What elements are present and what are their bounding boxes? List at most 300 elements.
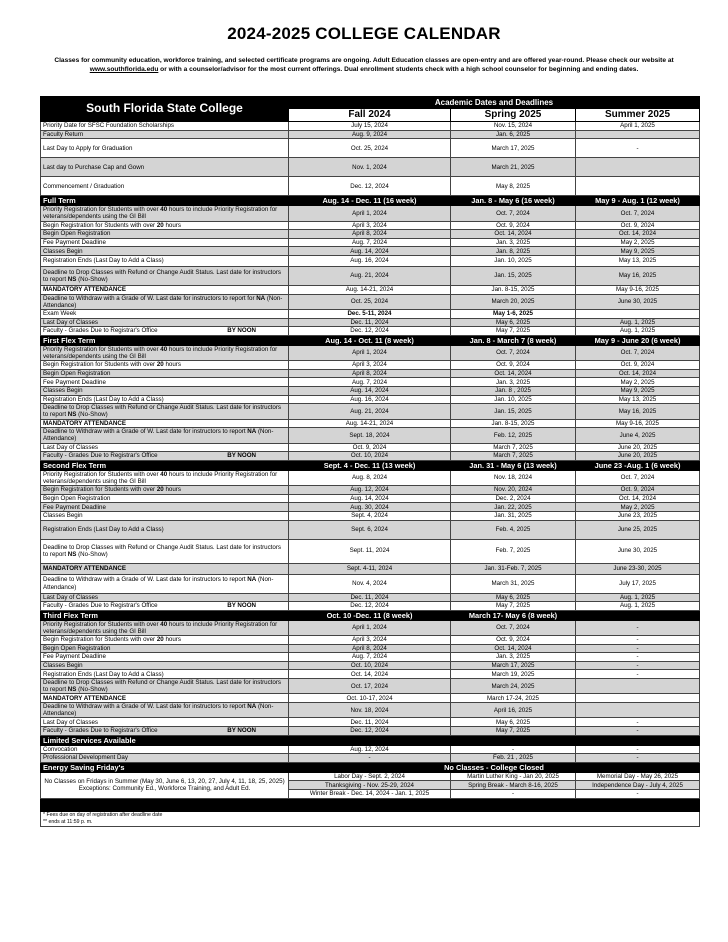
table-row xyxy=(41,255,700,266)
cell-summer xyxy=(576,679,700,694)
table-row xyxy=(41,395,700,404)
cell-summer: Aug. 1, 2025 xyxy=(576,593,700,602)
row-label-text: Begin Open Registration xyxy=(43,369,111,377)
first-flex-term-title: First Flex Term xyxy=(41,335,289,345)
cell-fall: Aug. 21, 2024 xyxy=(289,266,451,285)
table-row xyxy=(41,470,700,485)
cell-summer: Oct. 9, 2024 xyxy=(576,221,700,230)
table-row xyxy=(41,486,700,495)
row-label xyxy=(41,679,289,694)
row-label-text: Deadline to Drop Classes with Refund or Change Audit Status. Last date for instructors to report NS (No-Show) xyxy=(43,268,282,283)
limited-services-header xyxy=(41,735,700,745)
cell-spring: May 8, 2025 xyxy=(451,177,576,196)
full-term-spring-dates: Jan. 8 - May 6 (16 week) xyxy=(451,196,576,206)
row-label-text: Deadline to Drop Classes with Refund or Change Audit Status. Last date for instructors to report NS (No-Show) xyxy=(43,404,282,419)
cell-spring: Oct. 9, 2024 xyxy=(451,636,576,645)
cell-fall: Oct. 25, 2024 xyxy=(289,139,451,158)
table-row xyxy=(41,139,700,158)
cell-fall: April 3, 2024 xyxy=(289,636,451,645)
cell-spring: Jan. 6, 2025 xyxy=(451,130,576,139)
table-row xyxy=(41,221,700,230)
first-flex-term-summer-dates: May 9 - June 20 (6 week) xyxy=(576,335,700,345)
semester-fall: Fall 2024 xyxy=(289,109,451,122)
intro-part1: Classes for community education, workforce training, and selected certificate programs are ongoing. Adult Education classes are open-entry and are offered year-round. Please check our website at xyxy=(54,57,674,64)
row-label-text: Faculty - Grades Due to Registrar's Office xyxy=(43,727,158,735)
cell-summer: May 9, 2025 xyxy=(576,386,700,395)
holiday-summer: Independence Day - July 4, 2025 xyxy=(576,781,700,790)
row-label xyxy=(41,177,289,196)
cell-fall: Oct. 10, 2024 xyxy=(289,661,451,670)
cell-fall: April 8, 2024 xyxy=(289,230,451,239)
cell-summer: June 20, 2025 xyxy=(576,452,700,461)
table-row xyxy=(41,378,700,387)
cell-spring: Feb. 4, 2025 xyxy=(451,520,576,539)
cell-summer: May 16, 2025 xyxy=(576,266,700,285)
cell-fall: April 8, 2024 xyxy=(289,644,451,653)
table-row xyxy=(41,620,700,635)
holiday-fall: Thanksgiving - Nov. 25-29, 2024 xyxy=(289,781,451,790)
row-label xyxy=(41,602,289,611)
cell-summer: Oct. 14, 2024 xyxy=(576,369,700,378)
row-label xyxy=(41,452,289,461)
holiday-row xyxy=(41,772,700,781)
table-row xyxy=(41,130,700,139)
cell-spring: May 7, 2025 xyxy=(451,602,576,611)
cell-summer: Oct. 7, 2024 xyxy=(576,206,700,221)
cell-summer xyxy=(576,130,700,139)
row-label xyxy=(41,395,289,404)
cell-fall: April 3, 2024 xyxy=(289,361,451,370)
row-label-text: Fee Payment Deadline xyxy=(43,238,106,246)
cell-summer: - xyxy=(576,653,700,662)
table-row xyxy=(41,443,700,452)
table-row xyxy=(41,345,700,360)
cell-spring: Oct. 14, 2024 xyxy=(451,644,576,653)
table-row xyxy=(41,206,700,221)
table-row xyxy=(41,386,700,395)
footer-bar xyxy=(41,798,700,811)
cell-summer: June 23, 2025 xyxy=(576,511,700,520)
cell-spring: Oct. 9, 2024 xyxy=(451,221,576,230)
row-label xyxy=(41,158,289,177)
row-label xyxy=(41,520,289,539)
table-row xyxy=(41,503,700,512)
table-row xyxy=(41,285,700,294)
third-flex-term-fall-dates: Oct. 10 -Dec. 11 (8 week) xyxy=(289,610,451,620)
cell-fall: Dec. 11, 2024 xyxy=(289,593,451,602)
row-label xyxy=(41,309,289,318)
row-label xyxy=(41,503,289,512)
cell-spring: Oct. 14, 2024 xyxy=(451,230,576,239)
table-row xyxy=(41,419,700,428)
third-flex-term-title: Third Flex Term xyxy=(41,610,289,620)
row-label-text: Classes Begin xyxy=(43,662,83,670)
table-row xyxy=(41,727,700,736)
cell-spring: April 16, 2025 xyxy=(451,703,576,718)
cell-spring: March 24, 2025 xyxy=(451,679,576,694)
cell-spring: Feb. 21 , 2025 xyxy=(451,754,576,763)
holiday-summer: - xyxy=(576,790,700,799)
table-row xyxy=(41,745,700,754)
full-term-title: Full Term xyxy=(41,196,289,206)
row-label-text: Begin Open Registration xyxy=(43,644,111,652)
row-label xyxy=(41,703,289,718)
row-label-text: Fee Payment Deadline xyxy=(43,503,106,511)
cell-fall: Oct. 10-17, 2024 xyxy=(289,694,451,703)
full-term-fall-dates: Aug. 14 - Dec. 11 (16 week) xyxy=(289,196,451,206)
row-label-text: Convocation xyxy=(43,745,78,753)
cell-fall: Aug. 30, 2024 xyxy=(289,503,451,512)
row-label xyxy=(41,221,289,230)
cell-spring: Dec. 2, 2024 xyxy=(451,494,576,503)
row-label-text: Priority Registration for Students with over 40 hours to include Priority Registration for veterans/dependents using the GI Bill xyxy=(43,345,278,360)
energy-saving-title: Energy Saving Friday's xyxy=(41,762,289,772)
row-label xyxy=(41,443,289,452)
cell-summer: June 30, 2025 xyxy=(576,294,700,309)
cell-summer: May 9, 2025 xyxy=(576,247,700,256)
cell-summer: Aug. 1, 2025 xyxy=(576,602,700,611)
row-label xyxy=(41,636,289,645)
row-label xyxy=(41,653,289,662)
row-label-text: Faculty - Grades Due to Registrar's Office xyxy=(43,327,158,335)
cell-spring: Jan. 8 , 2025 xyxy=(451,386,576,395)
second-flex-term-spring-dates: Jan. 31 - May 6 (13 week) xyxy=(451,460,576,470)
cell-summer: June 25, 2025 xyxy=(576,520,700,539)
cell-summer: June 23-30, 2025 xyxy=(576,563,700,574)
table-row xyxy=(41,294,700,309)
second-flex-term-header xyxy=(41,460,700,470)
row-label xyxy=(41,428,289,443)
row-label xyxy=(41,644,289,653)
row-label-text: Deadline to Withdraw with a Grade of W. Last date for instructors to report NA (Non-Attendance) xyxy=(43,428,274,443)
holiday-fall: Winter Break - Dec. 14, 2024 - Jan. 1, 2025 xyxy=(289,790,451,799)
cell-spring: March 17, 2025 xyxy=(451,661,576,670)
row-label xyxy=(41,361,289,370)
second-flex-term-title: Second Flex Term xyxy=(41,460,289,470)
cell-fall: Sept. 4, 2024 xyxy=(289,511,451,520)
cell-fall: Aug. 9, 2024 xyxy=(289,130,451,139)
row-label xyxy=(41,486,289,495)
cell-fall: Oct. 17, 2024 xyxy=(289,679,451,694)
row-label xyxy=(41,206,289,221)
row-label-text: Last Day to Apply for Graduation xyxy=(43,144,133,152)
table-row xyxy=(41,653,700,662)
row-label xyxy=(41,511,289,520)
table-row xyxy=(41,361,700,370)
table-row xyxy=(41,574,700,593)
cell-spring: March 7, 2025 xyxy=(451,452,576,461)
holiday-spring: Martin Luther King - Jan 20, 2025 xyxy=(451,772,576,781)
table-row xyxy=(41,404,700,419)
row-label xyxy=(41,494,289,503)
table-row xyxy=(41,327,700,336)
cell-spring: Jan. 31, 2025 xyxy=(451,511,576,520)
cell-spring: Nov. 15, 2024 xyxy=(451,122,576,131)
row-label-text: Begin Open Registration xyxy=(43,494,111,502)
by-noon-note: BY NOON xyxy=(227,327,256,335)
cell-fall: Nov. 18, 2024 xyxy=(289,703,451,718)
intro-text xyxy=(46,56,682,74)
row-label-text: Priority Registration for Students with over 40 hours to include Priority Registration for veterans/dependents using the GI Bill xyxy=(43,206,278,221)
table-row xyxy=(41,238,700,247)
cell-summer: Oct. 14, 2024 xyxy=(576,230,700,239)
footnote: * Fees due on day of registration after deadline date xyxy=(41,811,700,819)
row-label xyxy=(41,122,289,131)
cell-spring: Nov. 18, 2024 xyxy=(451,470,576,485)
table-row xyxy=(41,539,700,563)
cell-fall: Sept. 18, 2024 xyxy=(289,428,451,443)
cell-summer: - xyxy=(576,718,700,727)
cell-spring: March 21, 2025 xyxy=(451,158,576,177)
cell-fall: July 15, 2024 xyxy=(289,122,451,131)
table-row xyxy=(41,593,700,602)
cell-spring: May 6, 2025 xyxy=(451,318,576,327)
row-label-text: Begin Registration for Students with over 20 hours xyxy=(43,221,181,229)
row-label-text: Last Day of Classes xyxy=(43,718,99,726)
cell-summer: June 4, 2025 xyxy=(576,428,700,443)
row-label-text: MANDATORY ATTENDANCE xyxy=(43,694,126,702)
cell-spring: May 6, 2025 xyxy=(451,593,576,602)
cell-summer: April 1, 2025 xyxy=(576,122,700,131)
holiday-spring: Spring Break - March 8-16, 2025 xyxy=(451,781,576,790)
cell-summer: - xyxy=(576,670,700,679)
cell-fall: Dec. 12, 2024 xyxy=(289,327,451,336)
cell-spring: Jan. 3, 2025 xyxy=(451,378,576,387)
cell-summer: Oct. 7, 2024 xyxy=(576,470,700,485)
row-label xyxy=(41,661,289,670)
row-label-text: Fee Payment Deadline xyxy=(43,378,106,386)
cell-summer xyxy=(576,309,700,318)
cell-spring: May 6, 2025 xyxy=(451,718,576,727)
row-label xyxy=(41,745,289,754)
summer-friday-note: No Classes on Fridays in Summer (May 30, June 6, 13, 20, 27, July 4, 11, 18, 25, 2025) Exceptions: Community Ed., Workforce Training, and Adult Ed. xyxy=(41,772,289,798)
cell-summer xyxy=(576,703,700,718)
table-row xyxy=(41,718,700,727)
row-label-text: Begin Registration for Students with over 20 hours xyxy=(43,636,181,644)
cell-summer: - xyxy=(576,745,700,754)
by-noon-note: BY NOON xyxy=(227,452,256,460)
row-label-text: Begin Registration for Students with over 20 hours xyxy=(43,361,181,369)
holiday-fall: Labor Day - Sept. 2, 2024 xyxy=(289,772,451,781)
row-label xyxy=(41,670,289,679)
cell-spring: March 19, 2025 xyxy=(451,670,576,679)
cell-fall: Aug. 12, 2024 xyxy=(289,486,451,495)
row-label-text: Begin Open Registration xyxy=(43,230,111,238)
cell-fall: Sept. 11, 2024 xyxy=(289,539,451,563)
cell-fall: Dec. 11, 2024 xyxy=(289,718,451,727)
row-label-text: Deadline to Drop Classes with Refund or Change Audit Status. Last date for instructors to report NS (No-Show) xyxy=(43,679,282,694)
row-label-text: Deadline to Drop Classes with Refund or Change Audit Status. Last date for instructors to report NS (No-Show) xyxy=(43,543,282,558)
row-label-text: Classes Begin xyxy=(43,247,83,255)
cell-fall: - xyxy=(289,754,451,763)
cell-fall: Nov. 1, 2024 xyxy=(289,158,451,177)
energy-saving-header xyxy=(41,762,700,772)
row-label-text: Exam Week xyxy=(43,310,77,318)
cell-fall: Aug. 7, 2024 xyxy=(289,653,451,662)
first-flex-term-spring-dates: Jan. 8 - March 7 (8 week) xyxy=(451,335,576,345)
cell-summer: Oct. 9, 2024 xyxy=(576,486,700,495)
cell-fall: Aug. 16, 2024 xyxy=(289,255,451,266)
row-label xyxy=(41,318,289,327)
cell-fall: April 1, 2024 xyxy=(289,620,451,635)
row-label-text: Faculty - Grades Due to Registrar's Office xyxy=(43,452,158,460)
table-row xyxy=(41,511,700,520)
cell-summer: - xyxy=(576,620,700,635)
row-label-text: Classes Begin xyxy=(43,387,83,395)
cell-spring: Jan. 15, 2025 xyxy=(451,266,576,285)
cell-spring: Jan. 31-Feb. 7, 2025 xyxy=(451,563,576,574)
cell-fall: Aug. 7, 2024 xyxy=(289,238,451,247)
full-term-summer-dates: May 9 - Aug. 1 (12 week) xyxy=(576,196,700,206)
cell-fall: Aug. 12, 2024 xyxy=(289,745,451,754)
cell-spring: March 31, 2025 xyxy=(451,574,576,593)
cell-spring: Jan. 22, 2025 xyxy=(451,503,576,512)
table-row xyxy=(41,318,700,327)
row-label-text: Priority Registration for Students with over 40 hours to include Priority Registration for veterans/dependents using the GI Bill xyxy=(43,620,278,635)
cell-summer: May 16, 2025 xyxy=(576,404,700,419)
cell-summer: - xyxy=(576,754,700,763)
row-label-text: Deadline to Withdraw with a Grade of W. Last date for instructors to report for NA (Non-Attendance) xyxy=(43,294,283,309)
cell-spring: Oct. 7, 2024 xyxy=(451,620,576,635)
semester-summer: Summer 2025 xyxy=(576,109,700,122)
cell-fall: Aug. 14-21, 2024 xyxy=(289,285,451,294)
calendar-table xyxy=(40,96,700,827)
row-label-text: Registration Ends (Last Day to Add a Class) xyxy=(43,525,164,533)
intro-part2: or with a counselor/advisor for the most current offerings. Dual enrollment students check with a high school counselor for beginning and ending dates. xyxy=(158,66,639,74)
cell-spring: Jan. 3, 2025 xyxy=(451,238,576,247)
cell-summer: Aug. 1, 2025 xyxy=(576,327,700,336)
cell-spring: Jan. 10, 2025 xyxy=(451,395,576,404)
cell-summer: July 17, 2025 xyxy=(576,574,700,593)
row-label xyxy=(41,470,289,485)
cell-fall: Dec. 12, 2024 xyxy=(289,727,451,736)
row-label-text: Last Day of Classes xyxy=(43,318,99,326)
cell-summer: Oct. 14, 2024 xyxy=(576,494,700,503)
limited-services-title: Limited Services Available xyxy=(41,735,700,745)
cell-summer xyxy=(576,694,700,703)
table-row xyxy=(41,670,700,679)
table-row xyxy=(41,703,700,718)
footnote: ** ends at 11:59 p. m. xyxy=(41,819,700,827)
cell-fall: Sept. 4-11, 2024 xyxy=(289,563,451,574)
cell-summer: - xyxy=(576,727,700,736)
cell-spring: Oct. 7, 2024 xyxy=(451,345,576,360)
header-row-top xyxy=(41,97,700,109)
cell-spring: May 1-6, 2025 xyxy=(451,309,576,318)
row-label xyxy=(41,255,289,266)
cell-fall: Aug. 21, 2024 xyxy=(289,404,451,419)
row-label-text: Faculty Return xyxy=(43,130,84,138)
row-label-text: Registration Ends (Last Day to Add a Class) xyxy=(43,395,164,403)
cell-spring: Oct. 7, 2024 xyxy=(451,206,576,221)
cell-fall: April 1, 2024 xyxy=(289,206,451,221)
cell-summer: Oct. 7, 2024 xyxy=(576,345,700,360)
table-row xyxy=(41,661,700,670)
cell-spring: Jan. 8-15, 2025 xyxy=(451,285,576,294)
cell-summer: Aug. 1, 2025 xyxy=(576,318,700,327)
row-label xyxy=(41,593,289,602)
table-row xyxy=(41,694,700,703)
table-row xyxy=(41,679,700,694)
row-label-text: Begin Registration for Students with over 20 hours xyxy=(43,486,181,494)
row-label xyxy=(41,327,289,336)
row-label xyxy=(41,694,289,703)
row-label xyxy=(41,238,289,247)
cell-fall: Aug. 7, 2024 xyxy=(289,378,451,387)
row-label xyxy=(41,378,289,387)
cell-summer: June 20, 2025 xyxy=(576,443,700,452)
website-link[interactable]: www.southflorida.edu xyxy=(89,66,159,74)
table-row xyxy=(41,122,700,131)
cell-spring: May 7, 2025 xyxy=(451,327,576,336)
cell-spring: Nov. 20, 2024 xyxy=(451,486,576,495)
cell-summer: Oct. 9, 2024 xyxy=(576,361,700,370)
by-noon-note: BY NOON xyxy=(227,727,256,735)
table-row xyxy=(41,452,700,461)
by-noon-note: BY NOON xyxy=(227,602,256,610)
third-flex-term-summer-dates xyxy=(576,610,700,620)
row-label-text: MANDATORY ATTENDANCE xyxy=(43,564,126,572)
table-row xyxy=(41,309,700,318)
cell-spring: Jan. 10, 2025 xyxy=(451,255,576,266)
cell-fall: Dec. 12, 2024 xyxy=(289,602,451,611)
cell-summer: - xyxy=(576,644,700,653)
row-label xyxy=(41,247,289,256)
cell-summer: May 9-16, 2025 xyxy=(576,285,700,294)
row-label xyxy=(41,539,289,563)
row-label xyxy=(41,294,289,309)
row-label xyxy=(41,727,289,736)
table-row xyxy=(41,636,700,645)
cell-fall: Aug. 14, 2024 xyxy=(289,494,451,503)
academic-dates-heading: Academic Dates and Deadlines xyxy=(289,97,700,109)
cell-fall: Aug. 8, 2024 xyxy=(289,470,451,485)
cell-summer: May 2, 2025 xyxy=(576,378,700,387)
cell-fall: Oct. 14, 2024 xyxy=(289,670,451,679)
row-label xyxy=(41,386,289,395)
college-closed-note: No Classes - College Closed xyxy=(289,762,700,772)
cell-fall: April 1, 2024 xyxy=(289,345,451,360)
cell-fall: Nov. 4, 2024 xyxy=(289,574,451,593)
cell-summer xyxy=(576,158,700,177)
cell-fall: Aug. 14-21, 2024 xyxy=(289,419,451,428)
cell-fall: Aug. 14, 2024 xyxy=(289,247,451,256)
cell-spring: - xyxy=(451,745,576,754)
row-label-text: Professional Development Day xyxy=(43,754,128,762)
table-row xyxy=(41,158,700,177)
cell-fall: Oct. 9, 2024 xyxy=(289,443,451,452)
cell-summer: May 2, 2025 xyxy=(576,238,700,247)
second-flex-term-fall-dates: Sept. 4 - Dec. 11 (13 week) xyxy=(289,460,451,470)
full-term-header xyxy=(41,196,700,206)
row-label-text: Registration Ends (Last Day to Add a Class) xyxy=(43,257,164,265)
page-title: 2024-2025 COLLEGE CALENDAR xyxy=(227,24,501,43)
cell-fall: April 3, 2024 xyxy=(289,221,451,230)
cell-spring: May 7, 2025 xyxy=(451,727,576,736)
cell-spring: Feb. 12, 2025 xyxy=(451,428,576,443)
table-row xyxy=(41,520,700,539)
second-flex-term-summer-dates: June 23 -Aug. 1 (6 week) xyxy=(576,460,700,470)
row-label xyxy=(41,369,289,378)
cell-summer xyxy=(576,177,700,196)
semester-spring: Spring 2025 xyxy=(451,109,576,122)
row-label xyxy=(41,285,289,294)
cell-spring: Jan. 8-15, 2025 xyxy=(451,419,576,428)
holiday-spring: - xyxy=(451,790,576,799)
cell-spring: Jan. 8, 2025 xyxy=(451,247,576,256)
cell-fall: Dec. 11, 2024 xyxy=(289,318,451,327)
row-label-text: Last Day of Classes xyxy=(43,443,99,451)
